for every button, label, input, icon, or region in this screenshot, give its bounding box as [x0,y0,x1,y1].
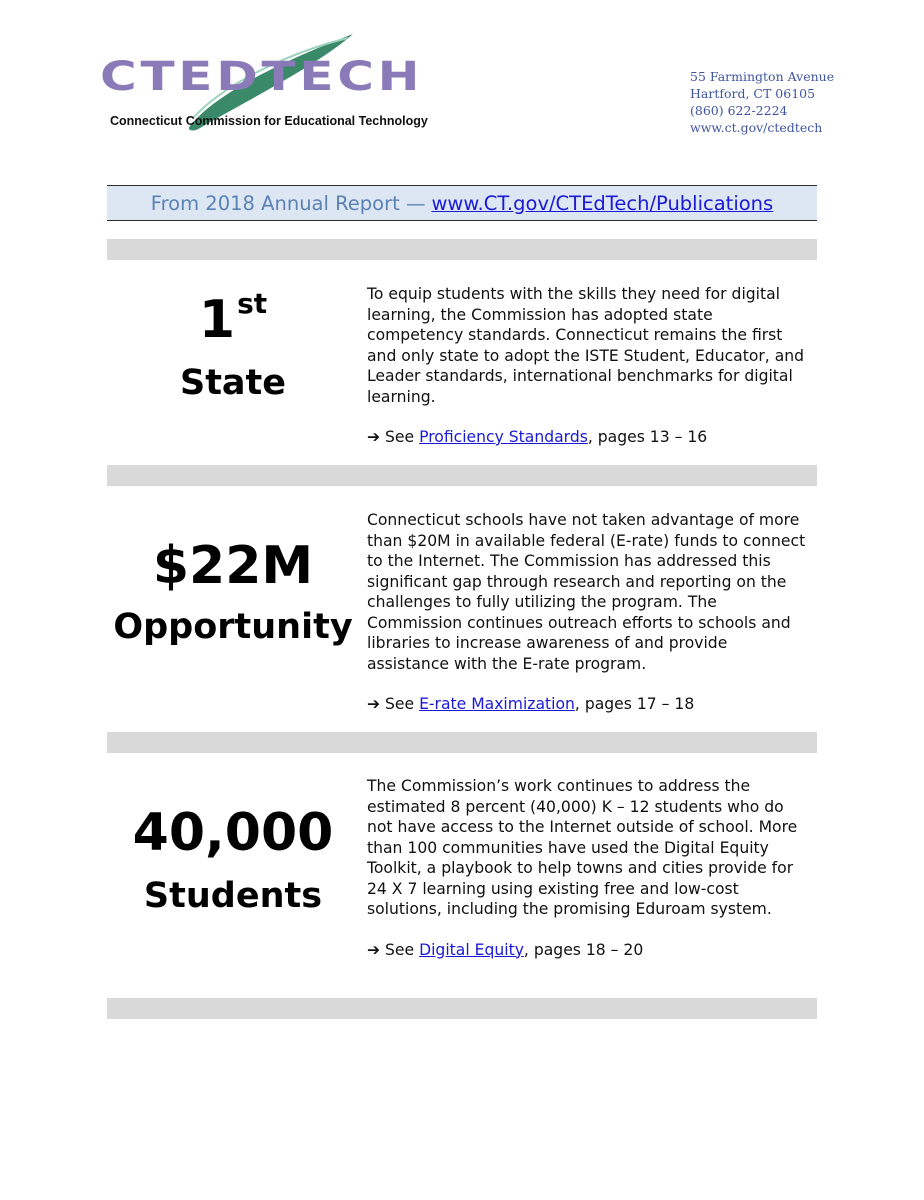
address-line: 55 Farmington Avenue [690,69,835,84]
section-divider [107,732,817,753]
see-reference: ➔ See Digital Equity, pages 18 – 20 [367,940,644,959]
section-divider [107,998,817,1019]
website-url: www.ct.gov/ctedtech [690,120,823,135]
stat-label: Students [143,876,323,916]
stat-ordinal-suffix: st [237,287,268,320]
stat-value: 1st [198,287,268,350]
stat-block [107,803,359,916]
stat-value: $22M [152,536,314,596]
phone-number: (860) 622-2224 [690,103,788,118]
section-divider [107,465,817,486]
logo-subtitle: Connecticut Commission for Educational Technology [110,114,428,128]
address-line: Hartford, CT 06105 [690,86,816,101]
see-reference: ➔ See E-rate Maximization, pages 17 – 18 [367,695,695,713]
digital-equity-link[interactable]: Digital Equity [419,940,524,959]
section-divider [107,239,817,260]
section-description [367,510,807,715]
ctedtech-logo [98,30,438,135]
erate-maximization-link[interactable]: E-rate Maximization [419,695,575,713]
contact-address [690,68,834,136]
banner-prefix: From 2018 Annual Report — [150,191,426,215]
report-banner [107,185,817,221]
stat-label: State [179,363,287,403]
logo-wordmark: CTEDTECH [100,54,424,100]
stat-label: Opportunity [113,607,353,647]
stat-value: 40,000 [132,803,334,863]
see-reference: ➔ See Proficiency Standards, pages 13 – 16 [367,428,708,446]
stat-block [107,536,359,647]
section-description [367,284,807,448]
description-text: The Commission’s work continues to address the estimated 8 percent (40,000) K – 12 students who do not have access to the Internet outside of school. More than 100 communities have used the Digital Equity Toolkit, a playbook to help towns and cities provide for 24 X 7 learning using existing free and low-cost solutions, including the promising Eduroam system. [367,777,798,918]
proficiency-standards-link[interactable]: Proficiency Standards [419,428,588,446]
description-text: To equip students with the skills they need for digital learning, the Commission has adopted state competency standards. Connecticut remains the first and only state to adopt the ISTE Student, Educator, and Leader standards, international benchmarks for digital learning. [367,285,805,406]
description-text: Connecticut schools have not taken advantage of more than $20M in available federal (E-rate) funds to connect to the Internet. The Commission has addressed this significant gap through research and reporting on the challenges to fully utilizing the program. The Commission continues outreach efforts to schools and libraries to increase awareness of and provide assistance with the E-rate program. [367,511,806,673]
stat-block [107,287,359,403]
section-description [367,776,807,960]
publications-link[interactable]: www.CT.gov/CTEdTech/Publications [431,191,774,215]
